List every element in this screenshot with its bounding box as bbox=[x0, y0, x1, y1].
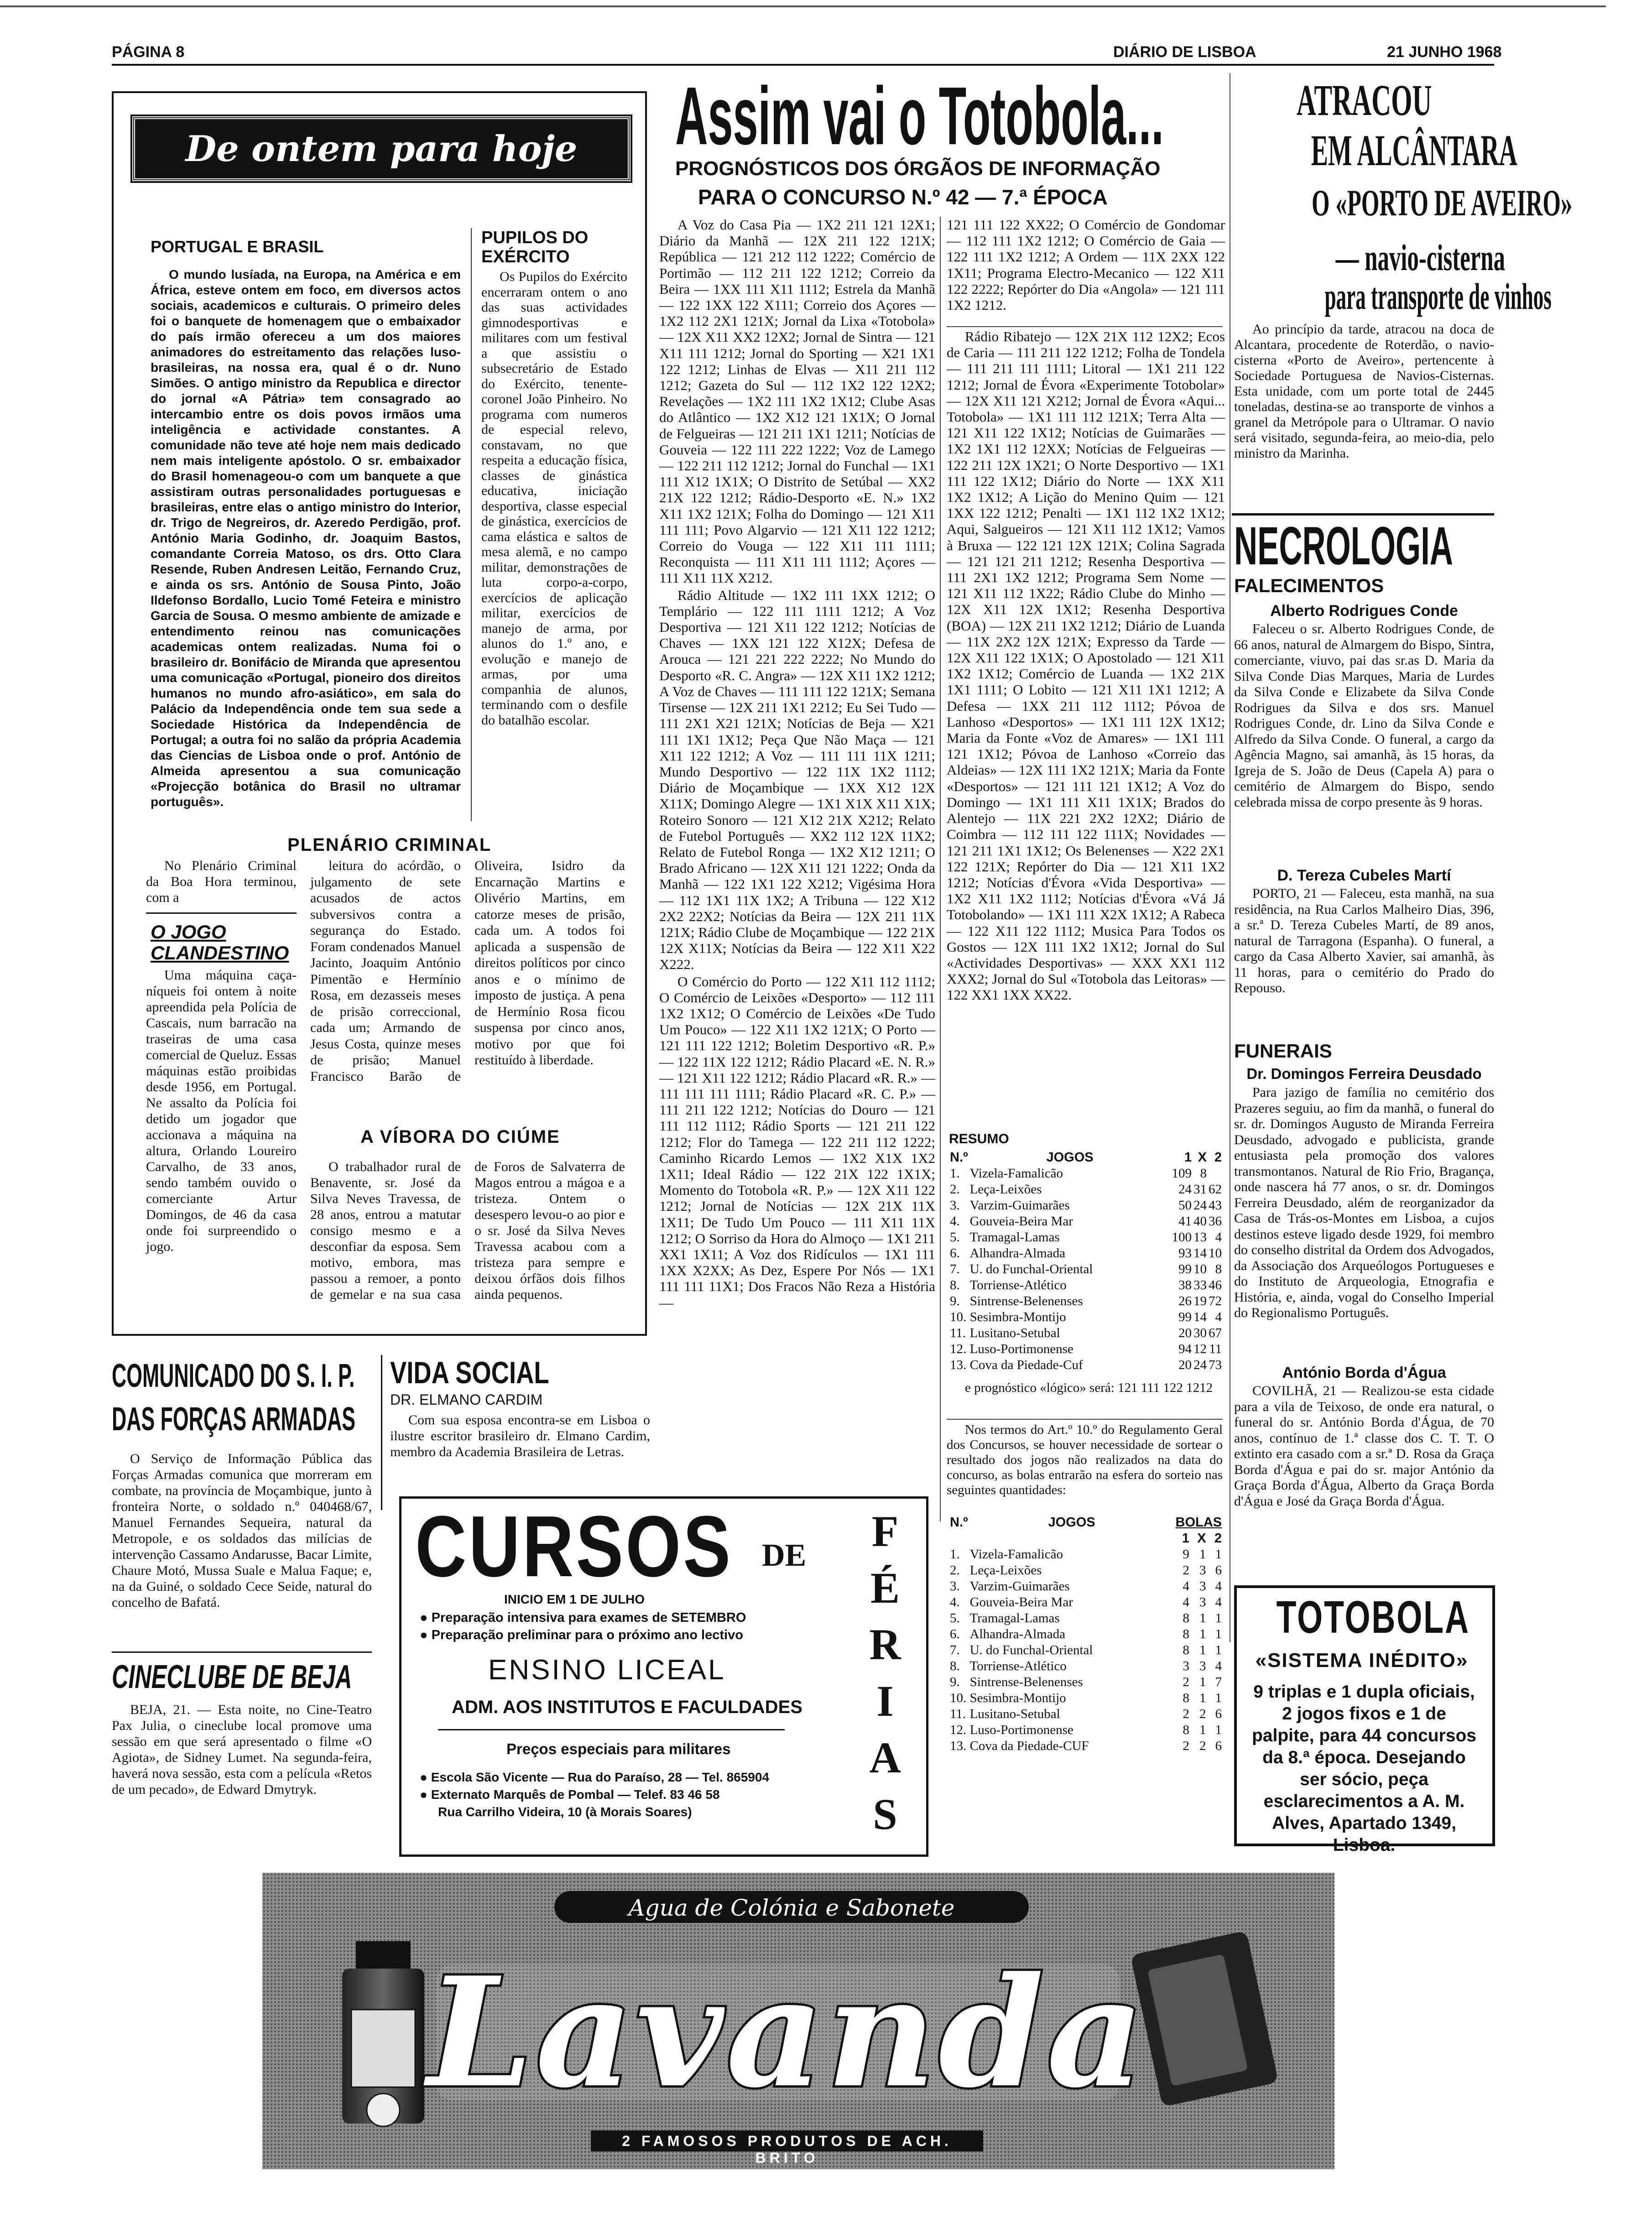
sistema-paragraph: 9 triplas e 1 dupla oficiais, 2 jogos fixos e 1 de palpite, para 44 concursos da 8.ª época. Desejando ser sócio, peça esclarecimentos a A. M. Alves, Apartado 1349, Lisboa. bbox=[1251, 1682, 1476, 1855]
resumo-row-cell: 8 bbox=[1215, 1262, 1222, 1276]
bolas-row-cell: 4 bbox=[1215, 1595, 1222, 1610]
atracou-l4 bbox=[1232, 237, 1505, 278]
lavanda-brand: Lavanda bbox=[427, 1944, 1147, 2121]
resumo-row bbox=[949, 1293, 1223, 1309]
totobola-title-text: Assim vai o Totobola... bbox=[675, 70, 1164, 162]
jogo-title: O JOGO CLANDESTINO bbox=[151, 921, 289, 964]
bolas-row-cell: 6. bbox=[950, 1627, 960, 1641]
bolas-row-cell: 8 bbox=[1183, 1627, 1189, 1641]
bolas-row-cell: 10. bbox=[950, 1691, 967, 1705]
bolas-row bbox=[949, 1658, 1223, 1674]
bolas-row-cell: 3 bbox=[1183, 1659, 1189, 1673]
bolas-head-no: N.º bbox=[950, 1515, 968, 1530]
bolas-row-cell: 1 bbox=[1215, 1547, 1222, 1562]
resumo-row bbox=[949, 1198, 1223, 1214]
cursos-escola2-text: Externato Marquês de Pombal — Telef. 83 46 58 bbox=[431, 1787, 720, 1802]
top-rule bbox=[0, 5, 1606, 7]
cine-text bbox=[112, 1702, 372, 1848]
sistema-text bbox=[1250, 1681, 1478, 1855]
resumo-row bbox=[949, 1182, 1223, 1198]
resumo-row-cell: Tramagal-Lamas bbox=[969, 1230, 1060, 1245]
totobola-col1-p2: Rádio Altitude — 1X2 111 1XX 1212; O Templário — 122 111 1111 1212; A Voz Desportiva — 121 X11 122 1212; Notícias de Chaves — 1XX 121 122 X12X; Defesa de Arouca — 121 221 222 2222; No Mundo do Desporto «R. C. Angra» — 12X X11 1X2 1212; A Voz de Chaves — 111 111 122 121X; Semana Tirsense — 12X 211 1X1 2212; Eu Sei Tudo — 111 2X1 X21 121X; Notícias de Beja — X21 111 1X1 1X12; Peça Que Não Maça — 121 X11 122 1212; A Voz — 111 111 11X 1211; Mundo Desportivo — 122 11X 1X2 1112; Diário de Moçambique — 1XX X12 12X X11X; Domingo Alegre — 1X1 X1X X11 X1X; Roteiro Sonoro — 121 X12 21X X212; Relato de Futebol Português — XX2 112 12X 11X2; Relato de Futebol Ronga — 1X2 X12 1211; O Brado Africano — 12X X11 121 1222; Onda da Manhã — 122 1X1 122 X212; Vigésima Hora — 112 1X1 11X 1X2; A Tribuna — 122 X12 2X2 22X2; Notícias da Beira — 12X 211 11X 121X; Rádio Clube de Moçambique — 122 21X 12X X11X; Notícias da Beira — 122 X11 X22 X222. bbox=[659, 587, 935, 973]
resumo-row-cell: 40 bbox=[1193, 1214, 1207, 1229]
resumo-row-cell: 14 bbox=[1193, 1310, 1207, 1324]
bolas-row-cell: 2 bbox=[1183, 1563, 1189, 1578]
resumo-row bbox=[949, 1214, 1223, 1229]
bolas-row bbox=[949, 1722, 1223, 1738]
resumo-row-cell: 99 bbox=[1178, 1310, 1192, 1324]
atracou-l5-text: para transporte de vinhos bbox=[1324, 276, 1552, 317]
resumo-row-cell: 20 bbox=[1178, 1326, 1192, 1340]
bolas-row bbox=[949, 1626, 1223, 1642]
atracou-l1 bbox=[1236, 78, 1492, 123]
bolas-row-cell: 1 bbox=[1215, 1691, 1222, 1705]
bolas-row-cell: 8. bbox=[950, 1659, 960, 1673]
resumo-header-row bbox=[949, 1150, 1223, 1166]
jogo-paragraph: Uma máquina caça-níqueis foi ontem à noite apreendida pela Polícia de Cascais, num barracão na traseiras de uma casa comercial de Queluz. Essas máquinas estão proibidas desde 1956, em Portugal. Ne assalto da Polícia foi detido um jogador que accionava a máquina na altura, Orlando Loureiro Carvalho, de 33 anos, sendo também ouvido o comerciante Artur Domingos, de 46 da casa onde foi surpreendido o jogo. bbox=[146, 968, 297, 1254]
sistema-title-text: TOTOBOLA bbox=[1276, 1592, 1470, 1643]
bolas-row-cell: 4 bbox=[1215, 1659, 1222, 1673]
bolas-row-cell: 13. bbox=[950, 1739, 967, 1753]
bolas-row-cell: 8 bbox=[1183, 1611, 1189, 1625]
bolas-row-cell: 2 bbox=[1183, 1707, 1189, 1721]
bolas-row bbox=[949, 1563, 1223, 1578]
bolas-row-cell: 1 bbox=[1199, 1643, 1206, 1657]
resumo-row-cell: 33 bbox=[1193, 1278, 1207, 1292]
page-number: PÁGINA 8 bbox=[112, 43, 185, 61]
cursos-ensino: ENSINO LICEAL bbox=[488, 1654, 726, 1686]
cine-paragraph: BEJA, 21. — Esta noite, no Cine-Teatro Pax Julia, o cineclube local promove uma sessão em que será apresentado o filme «O Agiota», de Sidney Lumet. Na segunda-feira, haverá nova sessão, esta com a película «Retos de um pecado», de Edward Dmytryk. bbox=[112, 1702, 372, 1797]
bolas-row-cell: 7 bbox=[1215, 1675, 1222, 1689]
resumo-row-cell: Cova da Piedade-Cuf bbox=[969, 1358, 1083, 1372]
pupilos-paragraph: Os Pupilos do Exército encerraram ontem o ano das suas actividades gimnodesportivas e militares com um festival a que assistiu o subsecretário de Estado do Exército, tenente-coronel João Pinheiro. No programa com numeros de especial relevo, constavam, no que respeita a educação física, classes de ginástica educativa, iniciação desportiva, classe especial de ginástica, exercícios de cama elástica e saltos de mesa alemã, e no campo militar, demonstrações de luta corpo-a-corpo, exercícios de aplicação militar, exercícios de manejo de arma, por alunos do 1.º ano, e evolução e manejo de armas, por uma companhia de alunos, terminando com o desfile do batalhão escolar. bbox=[481, 269, 627, 728]
bolas-row-cell: 3 bbox=[1199, 1659, 1206, 1673]
necro-p1-text bbox=[1234, 621, 1494, 865]
resumo-row-cell: Varzim-Guimarães bbox=[969, 1198, 1070, 1213]
resumo-row-cell: 26 bbox=[1178, 1294, 1192, 1308]
bolas-row-cell: 1 bbox=[1199, 1627, 1206, 1641]
atracou-l3 bbox=[1232, 182, 1573, 224]
totobola-col2-p2: Rádio Ribatejo — 12X 21X 112 12X2; Ecos de Caria — 111 211 122 1212; Folha de Tondela — 111 211 111 1111; Litoral — 1X1 211 122 1212; Jornal de Évora «Experimente Totobolar» — 12X X11 121 X212; Jornal de Évora «Aqui... Totobola» — 1X1 111 112 121X; Terra Alta — 121 X11 122 1X12; Notícias de Guimarães — 1X2 1X1 112 12XX; Notícias de Felgueiras — 122 211 12X 1X21; O Norte Desportivo — 1X1 111 122 1X12; Diário do Norte — 1XX X11 1X2 1X12; A Lição do Menino Quim — 121 1XX 122 1212; Penalti — 1X1 112 1X2 1X12; Aqui, Salgueiros — 121 X11 112 1X12; Vamos à Bruxa — 122 121 12X 121X; Colina Sagrada — 121 121 211 1212; Resenha Desportiva — 111 2X1 1X2 1212; Programa Sem Nome — 121 X11 112 1X22; Rádio Clube do Minho — 12X X11 12X 1X12; Resenha Desportiva (BOA) — 12X 211 1X2 1212; Diário de Luanda — 11X 2X2 12X 121X; Expresso da Tarde — 12X X11 122 1X1X; O Apostolado — 121 X11 1X2 1X12; Comércio de Luanda — 1X2 21X 1X1 1111; O Lobito — 121 X11 1X1 1212; A Defesa — 1XX 211 112 1112; Póvoa de Lanhoso «Desportos» — 1X1 111 12X 1X12; Maria da Fonte «Voz de Amares» — 1X1 111 121 1X12; Póvoa de Lanhoso «Correio das Aldeias» — 12X 111 1X2 121X; Maria da Fonte «Desportos» — 121 111 121 1X12; A Voz do Domingo — 1X1 111 X11 1X1X; Brados do Alentejo — 11X 221 2X2 12X2; Diário de Coimbra — 112 111 122 111X; Novidades — 121 211 1X1 1X12; Os Belenenses — X22 2X1 122 121X; Repórter do Dia — 121 X11 1X2 1212; Notícias d'Évora «Vida Desportiva» — 1X2 X11 1X2 1112; Notícias d'Évora «Vá Já Totobolando» — 1X1 111 X2X 1X12; A Rabeca — 122 X11 122 1112; Musica Para Todos os Gostos — 12X 111 1X2 1X12; Jornal do Sul «Actividades Desportivas» — XXX XX1 112 XXX2; Jornal do Sul «Totobola das Leitoras» — 122 XX1 1XX XX22. bbox=[947, 328, 1225, 1003]
resumo-row-cell: 4 bbox=[1215, 1310, 1222, 1324]
jogo-text bbox=[146, 967, 297, 1309]
bolas-row bbox=[949, 1706, 1223, 1722]
atracou-l1-text: ATRACOU bbox=[1296, 76, 1432, 125]
resumo-head-jogos: JOGOS bbox=[1046, 1150, 1094, 1165]
vida-title bbox=[390, 1355, 589, 1391]
necro-p4-name: António Borda d'Água bbox=[1282, 1364, 1446, 1381]
resumo-row-cell: 72 bbox=[1209, 1294, 1222, 1308]
resumo-head-1: 1 bbox=[1184, 1150, 1192, 1165]
ferias-letter-a: A bbox=[869, 1733, 901, 1782]
resumo-row-cell bbox=[1208, 1166, 1223, 1182]
atracou-l4-text: — navio-cisterna bbox=[1335, 237, 1505, 278]
bolas-row-cell: 11. bbox=[950, 1707, 966, 1721]
sip-title-1-text: COMUNICADO DO S. I. P. bbox=[112, 1358, 355, 1394]
cine-rule bbox=[112, 1651, 372, 1653]
lavanda-tagline: Agua de Colónia e Sabonete bbox=[628, 1895, 955, 1921]
resumo-row-cell: 99 bbox=[1178, 1262, 1192, 1276]
regulamento-paragraph: Nos termos do Art.º 10.º do Regulamento Geral dos Concursos, se houver necessidade de sortear o resultado dos jogos não realizados na data do concurso, as bolas entrarão na esfera do sorteio nas seguintes quantidades: bbox=[947, 1422, 1223, 1497]
issue-date: 21 JUNHO 1968 bbox=[1387, 43, 1502, 61]
resumo-row bbox=[949, 1261, 1223, 1277]
resumo-row-cell: 9. bbox=[950, 1294, 960, 1308]
cursos-prep2-text: Preparação preliminar para o próximo ano lectivo bbox=[431, 1628, 743, 1642]
header-rule bbox=[112, 64, 1494, 66]
cursos-rule bbox=[438, 1729, 785, 1730]
bolas-row bbox=[949, 1642, 1223, 1658]
resumo-row-cell: Sesimbra-Montijo bbox=[969, 1310, 1066, 1324]
resumo-row-cell: 100 bbox=[1172, 1230, 1192, 1245]
bolas-sub-x: X bbox=[1197, 1531, 1206, 1546]
necro-p3-paragraph: Para jazigo de família no cemitério dos Prazeres seguiu, ao fim da manhã, o funeral do sr. dr. Domingos Augusto de Miranda Ferreira Deusdado, advogado e publicista, grande entusiasta pela promoção dos valores transmontanos. Natural de Rio Frio, Bragança, onde nascera há 77 anos, o sr. dr. Domingos Ferreira Deusdado, além de reorganizador da Casa de Trás-os-Montes em Lisboa, a cujos destinos esteve ligado desde 1929, foi membro do conselho distrital da Ordem dos Advogados, da Associação dos Arqueólogos Portugueses e do Instituto de Arqueologia, Etnografia e História, e, ainda, vogal do Conselho Imperial do Regionalismo Português. bbox=[1234, 1085, 1494, 1320]
cursos-word-text: CURSOS bbox=[415, 1498, 733, 1595]
resumo-row bbox=[949, 1341, 1223, 1357]
bolas-row-cell: 1 bbox=[1215, 1723, 1222, 1737]
bolas-row-cell: 5. bbox=[950, 1611, 960, 1625]
resumo-row-cell: 20 bbox=[1178, 1358, 1192, 1372]
resumo-row-cell: 109 bbox=[1172, 1166, 1192, 1181]
resumo-row bbox=[949, 1245, 1223, 1261]
bolas-row-cell: Tramagal-Lamas bbox=[969, 1611, 1060, 1625]
atracou-l2 bbox=[1236, 126, 1517, 175]
plenario-lead bbox=[146, 858, 297, 908]
necrologia-title-text: NECROLOGIA bbox=[1234, 516, 1453, 576]
necro-p3-text bbox=[1234, 1085, 1494, 1363]
cursos-prep1-text: Preparação intensiva para exames de SETEMBRO bbox=[431, 1610, 746, 1625]
vibora-text bbox=[310, 1159, 625, 1314]
resumo-row-cell: Alhandra-Almada bbox=[969, 1246, 1065, 1261]
bolas-sub-2: 2 bbox=[1214, 1531, 1222, 1546]
sip-paragraph: O Serviço de Informação Pública das Forças Armadas comunica que morreram em combate, na província de Moçambique, junto à fronteira Norte, o soldado n.º 040468/67, Manuel Fernandes Sequeira, natural da Metropole, e os soldados das milícias de intervenção Cassamo Andarusse, Bacar Limite, Chaure Motó, Mussa Suale e Malua Faque; e, na da Guiné, o soldado Cece Seide, natural do concelho de Bafatá. bbox=[112, 1451, 372, 1610]
resumo-row-cell: Luso-Portimonense bbox=[969, 1342, 1074, 1356]
vida-subtitle: DR. ELMANO CARDIM bbox=[390, 1391, 543, 1408]
bolas-row-cell: 3. bbox=[950, 1579, 960, 1594]
resumo-row-cell: 38 bbox=[1178, 1278, 1192, 1292]
resumo-row-cell: Leça-Leixões bbox=[969, 1182, 1042, 1197]
resumo-row-cell: 31 bbox=[1193, 1182, 1207, 1197]
bolas-row-cell: 6 bbox=[1215, 1707, 1222, 1721]
resumo-row-cell: 12 bbox=[1193, 1342, 1207, 1356]
bolas-row-cell: Torriense-Atlético bbox=[969, 1659, 1067, 1673]
resumo-row-cell: 7. bbox=[950, 1262, 960, 1276]
bolas-row-cell: 1. bbox=[950, 1547, 960, 1562]
resumo-row-cell: 67 bbox=[1209, 1326, 1222, 1340]
bolas-row-cell: Cova da Piedade-CUF bbox=[969, 1739, 1089, 1753]
jogo-rule-top bbox=[146, 912, 297, 914]
bolas-row-cell: 1 bbox=[1199, 1675, 1206, 1689]
resumo-row-cell: 11 bbox=[1209, 1342, 1222, 1356]
resumo-row-cell: 10. bbox=[950, 1310, 967, 1324]
cursos-prep2: ● Preparação preliminar para o próximo ano lectivo bbox=[420, 1628, 743, 1642]
necrologia-title bbox=[1234, 518, 1599, 574]
resumo-row-cell: 10 bbox=[1209, 1246, 1222, 1261]
bolas-row-cell: 7. bbox=[950, 1643, 960, 1657]
cursos-escola1-text: Escola São Vicente — Rua do Paraíso, 28 — Tel. 865904 bbox=[431, 1770, 770, 1784]
resumo-row bbox=[949, 1357, 1223, 1373]
resumo-row bbox=[949, 1229, 1223, 1245]
resumo-row-cell: 1. bbox=[950, 1166, 960, 1181]
vibora-paragraph: O trabalhador rural de Benavente, sr. José da Silva Neves Travessa, de 28 anos, entrou a matutar consigo mesmo e a desconfiar da esposa. Sem motivo, embora, mas passou a remoer, a ponto de gemelar e na sua casa de Foros de Salvaterra de Magos entrou a mágoa e a tristeza. Ontem o desespero levou-o ao pior e o sr. José da Silva Neves Travessa acabou com a tristeza para sempre e deixou órfãos dois filhos ainda pequenos. bbox=[310, 1159, 625, 1302]
bolas-row-cell: 3 bbox=[1199, 1579, 1206, 1594]
bolas-row bbox=[949, 1547, 1223, 1563]
brasil-text bbox=[151, 267, 461, 833]
totobola-col2-p1: 121 111 122 XX22; O Comércio de Gondomar — 112 111 1X2 1212; O Comércio de Gaia — 122 111 1X2 1212; A Ordem — 11X 2XX 122 1X11; Programa Electro-Mecanico — 122 X11 122 2222; Repórter do Dia «Angola» — 121 111 1X2 1212. bbox=[947, 217, 1225, 313]
sistema-sub: «SISTEMA INÉDITO» bbox=[1255, 1649, 1469, 1672]
resumo-head-2: 2 bbox=[1214, 1150, 1222, 1165]
resumo-row-cell: 10 bbox=[1193, 1262, 1207, 1276]
bolas-row-cell: 8 bbox=[1183, 1643, 1189, 1657]
ferias-letter-s: S bbox=[873, 1790, 897, 1839]
bolas-row-cell: 9 bbox=[1183, 1547, 1189, 1562]
totobola-sub2: PARA O CONCURSO N.º 42 — 7.ª ÉPOCA bbox=[698, 185, 1108, 209]
bolas-sub-empty-2 bbox=[969, 1531, 1175, 1547]
resumo-row-cell: Sintrense-Belenenses bbox=[969, 1294, 1083, 1308]
necro-p2-paragraph: PORTO, 21 — Faleceu, esta manhã, na sua residência, na Rua Carlos Malheiro Dias, 396, a sr.ª D. Tereza Cubeles Martí, de 89 anos, natural de Tarragona (Espanha). O funeral, a cargo da Casa Alberto Xavier, sai amanhã, às 11 horas, para o cemitério do Prado do Repouso. bbox=[1234, 886, 1494, 995]
resumo-row-cell: 93 bbox=[1178, 1246, 1192, 1261]
cursos-precos: Preços especiais para militares bbox=[506, 1740, 731, 1757]
bolas-row-cell: 6 bbox=[1215, 1739, 1222, 1753]
resumo-head-no: N.º bbox=[950, 1150, 968, 1165]
bolas-row-cell: Varzim-Guimarães bbox=[969, 1579, 1070, 1594]
resumo-row-cell: 24 bbox=[1193, 1358, 1207, 1372]
bolas-row bbox=[949, 1738, 1223, 1754]
resumo-row-cell: 50 bbox=[1178, 1198, 1192, 1213]
resumo-row-cell: 4. bbox=[950, 1214, 960, 1229]
bolas-row-cell: 1 bbox=[1215, 1627, 1222, 1641]
bolas-row-cell: 12. bbox=[950, 1723, 967, 1737]
bolas-row-cell: 9. bbox=[950, 1675, 960, 1689]
bolas-row-cell: Leça-Leixões bbox=[969, 1563, 1042, 1578]
vida-title-text: VIDA SOCIAL bbox=[390, 1355, 549, 1390]
cursos-prep1: ● Preparação intensiva para exames de SETEMBRO bbox=[420, 1610, 746, 1625]
plenario-paragraph: leitura do acórdão, o julgamento de sete acusados de actos subversivos contra a segurança do Estado. Foram condenados Manuel Jacinto, Joaquim António Pimentão e Hermínio Rosa, em dezasseis meses de prisão correccional, cada um; Armando de Jesus Costa, quinze meses de prisão; Manuel Francisco Barão de Oliveira, Isidro da Encarnação Martins e Olivério Martins, em catorze meses de prisão, cada um. A todos foi aplicada a suspensão de direitos políticos por cinco anos e o mínimo de imposto de justiça. A pena de Hermínio Rosa ficou suspensa por cinco anos, motivo por que foi restituído à liberdade. bbox=[310, 858, 625, 1084]
bolas-row-cell: 4 bbox=[1215, 1579, 1222, 1594]
resumo-row-cell: 13. bbox=[950, 1358, 967, 1372]
bolas-row-cell: 1 bbox=[1199, 1547, 1206, 1562]
resumo-row-cell: 24 bbox=[1193, 1198, 1207, 1213]
vida-text bbox=[390, 1412, 650, 1503]
resumo-row-cell: 3. bbox=[950, 1198, 960, 1213]
resumo-row-cell: 46 bbox=[1209, 1278, 1222, 1292]
cursos-escola2: ● Externato Marquês de Pombal — Telef. 83 46 58 bbox=[420, 1787, 720, 1802]
bolas-row-cell: Sintrense-Belenenses bbox=[969, 1675, 1083, 1689]
bolas-row-cell: U. do Funchal-Oriental bbox=[969, 1643, 1093, 1657]
bolas-row-cell: 2. bbox=[950, 1563, 960, 1578]
bolas-row bbox=[949, 1690, 1223, 1706]
necro-p1-paragraph: Faleceu o sr. Alberto Rodrigues Conde, de 66 anos, natural de Almargem do Bispo, Sintra, comerciante, viuvo, pai das sr.as D. Maria da Silva Conde Dias Marques, Maria de Lurdes da Silva Conde e Elizabete da Silva Conde Rodrigues da Silva e dos srs. Manuel Rodrigues Conde, dr. Lino da Silva Conde e Alfredo da Silva Conde. O funeral, a cargo da Agência Magno, sai amanhã, às 15 horas, da Igreja de S. João de Deus (Capela A) para o cemitério de Almargem do Bispo, sendo celebrada missa de corpo presente às 9 horas. bbox=[1234, 621, 1494, 810]
resumo-row-cell: Gouveia-Beira Mar bbox=[969, 1214, 1073, 1229]
bolas-row-cell: 8 bbox=[1183, 1723, 1189, 1737]
bolas-row-cell: 2 bbox=[1183, 1739, 1189, 1753]
ferias-letters bbox=[858, 1503, 912, 1843]
totobola-col2-rule bbox=[947, 326, 1223, 327]
bolas-row-cell: 6 bbox=[1215, 1563, 1222, 1578]
resumo-row-cell: 19 bbox=[1193, 1294, 1207, 1308]
sip-text bbox=[112, 1451, 372, 1651]
resumo-row-cell: 41 bbox=[1178, 1214, 1192, 1229]
bolas-row-cell: Luso-Portimonense bbox=[969, 1723, 1074, 1737]
resumo-row-cell: 43 bbox=[1209, 1198, 1222, 1213]
atracou-l3-text: O «PORTO DE AVEIRO» bbox=[1312, 182, 1573, 224]
resumo-head-x: X bbox=[1198, 1150, 1207, 1165]
brasil-divider bbox=[471, 228, 472, 821]
necro-p4-text bbox=[1234, 1383, 1494, 1577]
bolas-row-cell: 4 bbox=[1183, 1595, 1189, 1610]
bolas-subheader-row bbox=[949, 1531, 1223, 1547]
necrologia-rule bbox=[1232, 513, 1494, 516]
resumo-row-cell: Vizela-Famalicão bbox=[969, 1166, 1063, 1181]
resumo-table-wrap bbox=[949, 1150, 1223, 1373]
bolas-head-bolas: BOLAS bbox=[1175, 1515, 1222, 1530]
plenario-lead-text: No Plenário Criminal da Boa Hora terminou, com a bbox=[146, 858, 297, 905]
plenario-text bbox=[310, 858, 625, 1109]
resumo-row-cell: 4 bbox=[1215, 1230, 1222, 1245]
resumo-row bbox=[949, 1166, 1223, 1182]
bolas-row-cell: 1 bbox=[1215, 1643, 1222, 1657]
bolas-row-cell: 4 bbox=[1183, 1579, 1189, 1594]
paper-name: DIÁRIO DE LISBOA bbox=[1113, 43, 1256, 61]
bolas-row-cell: 4. bbox=[950, 1595, 960, 1610]
atracou-paragraph: Ao princípio da tarde, atracou na doca de Alcantara, procedente de Roterdão, o navio-cisterna «Porto de Aveiro», pertencente à Sociedade Portuguesa de Navios-Cisternas. Esta unidade, com um porte total de 2445 toneladas, destina-se ao transporte de vinhos a granel da Metrópole para o Ultramar. O navio será visitado, segunda-feira, ao meio-dia, pelo ministro da Marinha. bbox=[1234, 322, 1494, 461]
resumo-row bbox=[949, 1325, 1223, 1341]
ferias-letter-i: I bbox=[876, 1677, 894, 1725]
atracou-l5 bbox=[1232, 276, 1552, 317]
resumo-row-cell: U. do Funchal-Oriental bbox=[969, 1262, 1093, 1276]
plenario-title: PLENÁRIO CRIMINAL bbox=[287, 835, 492, 855]
resumo-row-cell: 94 bbox=[1178, 1342, 1192, 1356]
necro-p2-name: D. Tereza Cubeles Martí bbox=[1277, 867, 1451, 884]
sistema-title bbox=[1239, 1592, 1485, 1642]
totobola-col1-p3: O Comércio do Porto — 122 X11 112 1112; O Comércio de Leixões «Desporto» — 112 111 1X2 1X12; O Comércio de Leixões «De Tudo Um Pouco» — 122 X11 1X2 121X; O Porto — 121 111 122 1212; Boletim Desportivo «R. P.» — 122 11X 122 1212; Rádio Placard «E. N. R.» — 121 X11 122 1212; Rádio Placard «R. R.» — 111 111 111 1111; Rádio Placard «R. C. P.» — 111 211 122 1212; Notícias do Douro — 121 111 112 1112; Rádio Sports — 121 211 122 1212; Flor do Tamega — 122 211 112 1222; Caminho Ricardo Lemos — 1X2 X1X 1X2 1X11; Ideal Rádio — 122 21X 122 1X1X; Momento do Totobola «R. P.» — 12X X11 122 1212; Jornal de Notícias — 12X 21X 11X 1X11; De Tudo Um Pouco — 111 X11 11X 1212; O Sorriso da Hora do Almoço — 1X1 211 XX1 1X11; A Voz dos Ridículos — 1X1 111 1XX X2XX; As Dez, Espere Por Nós — 1X1 111 111 11X1; Dos Fracos Não Reza a História — bbox=[659, 973, 935, 1311]
lavanda-ad[interactable] bbox=[262, 1873, 1334, 2169]
brasil-title: PORTUGAL E BRASIL bbox=[151, 237, 324, 256]
ferias-letter-r: R bbox=[869, 1620, 901, 1669]
ontem-banner-text: De ontem para hoje bbox=[185, 128, 578, 170]
totobola-col2 bbox=[947, 328, 1225, 1129]
bolas-row-cell: Sesimbra-Montijo bbox=[969, 1691, 1066, 1705]
sip-divider bbox=[381, 1355, 382, 1510]
totobola-col1-p1: A Voz do Casa Pia — 1X2 211 121 12X1; Diário da Manhã — 12X 211 122 121X; República — 121 212 112 1222; Comércio de Portimão — 112 211 122 1212; Correio da Beira — 1XX 111 X11 1112; Estrela da Manhã — 122 1XX 122 X111; Correio dos Açores — 1X2 112 2X1 121X; Jornal da Lixa «Totobola» — 12X X11 XX2 12X2; Jornal de Sintra — 121 X11 111 1212; Jornal do Sporting — X21 1X1 122 1212; Linhas de Elvas — X11 211 112 1212; Gazeta do Sul — 112 1X2 122 12X2; Revelações — 1X2 111 1X2 1X12; Clube Asas do Atlântico — 1X2 X12 121 1X1X; O Jornal de Felgueiras — 121 211 1X1 1211; Notícias de Gouveia — 122 111 222 1222; Voz de Lamego — 122 211 112 1212; Jornal do Funchal — 1X1 111 X12 1X1X; O Distrito de Setúbal — XX2 21X 122 1212; Rádio-Desporto «E. N.» 1X2 X11 1X2 121X; Folha do Domingo — 121 X11 111 111; Povo Algarvio — 121 X11 122 1212; Correio do Vouga — 122 X11 111 1111; Reconquista — 111 X11 111 1112; Açores — 111 X11 11X X212. bbox=[659, 217, 935, 586]
falecimentos-title: FALECIMENTOS bbox=[1234, 575, 1384, 596]
totobola-col2-top bbox=[947, 217, 1225, 326]
resumo-row-cell: 8 bbox=[1200, 1166, 1207, 1181]
resumo-row-cell: 5. bbox=[950, 1230, 960, 1245]
resumo-row-cell: 2. bbox=[950, 1182, 960, 1197]
resumo-rule bbox=[947, 1419, 1223, 1420]
bolas-row-cell: 1 bbox=[1215, 1611, 1222, 1625]
bolas-row bbox=[949, 1594, 1223, 1610]
resumo-row-cell: 6. bbox=[950, 1246, 960, 1261]
resumo-row-cell: 14 bbox=[1193, 1246, 1207, 1261]
necro-p3-name: Dr. Domingos Ferreira Deusdado bbox=[1246, 1065, 1482, 1082]
totobola-divider-1 bbox=[940, 217, 941, 1521]
totobola-col1 bbox=[659, 217, 935, 1519]
resumo-body bbox=[949, 1166, 1223, 1373]
sip-title-2-text: DAS FORÇAS ARMADAS bbox=[112, 1401, 356, 1438]
ferias-letter-f: F bbox=[871, 1507, 899, 1556]
pupilos-title: PUPILOS DO EXÉRCITO bbox=[481, 228, 589, 266]
cursos-escola3: Rua Carrilho Videira, 10 (à Morais Soares) bbox=[438, 1805, 692, 1819]
resumo-prognostico bbox=[947, 1380, 1223, 1417]
resumo-row bbox=[949, 1309, 1223, 1325]
bolas-sub-1: 1 bbox=[1182, 1531, 1189, 1546]
resumo-row-cell: 30 bbox=[1193, 1326, 1207, 1340]
resumo-row-cell: 11. bbox=[950, 1326, 966, 1340]
resumo-row-cell: 13 bbox=[1193, 1230, 1207, 1245]
resumo-prognostico-text: e prognóstico «lógico» será: 121 111 122 1212 bbox=[965, 1380, 1213, 1395]
resumo-title: RESUMO bbox=[949, 1131, 1009, 1146]
necro-p1-name: Alberto Rodrigues Conde bbox=[1270, 602, 1458, 620]
resumo-row-cell: Torriense-Atlético bbox=[969, 1278, 1067, 1292]
bolas-row-cell: 3 bbox=[1199, 1595, 1206, 1610]
cursos-escola1: ● Escola São Vicente — Rua do Paraíso, 28 — Tel. 865904 bbox=[420, 1770, 770, 1784]
bolas-row bbox=[949, 1674, 1223, 1690]
cursos-inicio: INICIO EM 1 DE JULHO bbox=[504, 1592, 645, 1606]
regulamento-text bbox=[947, 1422, 1223, 1514]
cursos-de: DE bbox=[762, 1538, 807, 1573]
bolas-sub-empty-1 bbox=[949, 1531, 969, 1547]
totobola-sub1: PROGNÓSTICOS DOS ÓRGÃOS DE INFORMAÇÃO bbox=[675, 157, 1161, 180]
ferias-letter-e: É bbox=[870, 1563, 900, 1612]
bolas-row-cell: 2 bbox=[1199, 1739, 1206, 1753]
bolas-row-cell: 2 bbox=[1199, 1707, 1206, 1721]
resumo-row-cell: 73 bbox=[1209, 1358, 1222, 1372]
bolas-table bbox=[949, 1515, 1223, 1754]
brasil-paragraph: O mundo lusíada, na Europa, na América e em África, esteve ontem em foco, em diversos actos sociais, academicos e culturais. O primeiro deles foi o banquete de homenagem que o embaixador do país irmão ofereceu a um dos maiores animadores do estreitamento das relações luso-brasileiras, na nossa era, qual é o dr. Nuno Simões. O antigo ministro da Republica e director do jornal «A Pátria» tem consagrado ao intercambio entre os dois povos irmãos uma inteligência e actividade constantes. A comunidade não teve até hoje nem mais dedicado nem mais inteligente apóstolo. O sr. embaixador do Brasil homenageou-o com um banquete a que assistiram outras personalidades portuguesas e brasileiras, entre elas o antigo ministro do Interior, dr. Trigo de Negreiros, dr. Azeredo Perdigão, prof. António Maria Godinho, dr. Joaquim Bastos, comandante Correia Matoso, os drs. Otto Clara Resende, Ruben Andresen Leitão, Fernando Cruz, e ainda os srs. António de Sousa Pinto, João Ildefonso Bordallo, Lucio Tomé Feteira e ministro Garcia de Sousa. O mesmo ambiente de amizade e entendimento reinou nas comunicações academicas ontem realizadas. Numa foi o brasileiro dr. Bonifácio de Miranda que apresentou uma comunicação «Portugal, pioneiro dos direitos humanos no mundo afro-asiático», em sala do Palácio da Independência onde tem sua sede a Sociedade Histórica da Independência de Portugal; a outra foi no salão da própria Academia das Ciencias de Lisboa onde o prof. António de Almeida apresentou a sua comunicação «Projecção botânica do Brasil no ultramar português». bbox=[151, 267, 461, 809]
bolas-row-cell: Gouveia-Beira Mar bbox=[969, 1595, 1073, 1610]
bolas-body bbox=[949, 1547, 1223, 1754]
resumo-table bbox=[949, 1150, 1223, 1373]
bolas-row-cell: 1 bbox=[1199, 1611, 1206, 1625]
pupilos-text bbox=[481, 269, 627, 823]
resumo-row-cell: 36 bbox=[1209, 1214, 1222, 1229]
resumo-row-cell: 62 bbox=[1209, 1182, 1222, 1197]
resumo-row-cell: 24 bbox=[1178, 1182, 1192, 1197]
bolas-header-row bbox=[949, 1515, 1223, 1531]
bolas-row bbox=[949, 1610, 1223, 1626]
resumo-row-cell: Lusitano-Setubal bbox=[969, 1326, 1060, 1340]
bolas-row-cell: Lusitano-Setubal bbox=[969, 1707, 1060, 1721]
bolas-row-cell: 1 bbox=[1199, 1723, 1206, 1737]
vida-paragraph: Com sua esposa encontra-se em Lisboa o ilustre escritor brasileiro dr. Elmano Cardim, membro da Academia Brasileira de Letras. bbox=[390, 1412, 650, 1459]
bolas-row-cell: Alhandra-Almada bbox=[969, 1627, 1065, 1641]
bolas-row bbox=[949, 1578, 1223, 1594]
funerais-title: FUNERAIS bbox=[1234, 1040, 1332, 1062]
vibora-title: A VÍBORA DO CIÚME bbox=[360, 1127, 560, 1147]
resumo-row-cell: 8. bbox=[950, 1278, 960, 1292]
bolas-row-cell: 8 bbox=[1183, 1691, 1189, 1705]
bolas-row-cell: Vizela-Famalicão bbox=[969, 1547, 1063, 1562]
bolas-row-cell: 3 bbox=[1199, 1563, 1206, 1578]
bolas-row-cell: 1 bbox=[1199, 1691, 1206, 1705]
resumo-row-cell: 12. bbox=[950, 1342, 967, 1356]
atracou-text bbox=[1234, 322, 1494, 509]
bolas-table-wrap bbox=[949, 1515, 1223, 1754]
cine-title-text: CINECLUBE DE BEJA bbox=[112, 1659, 352, 1695]
necro-p2-text bbox=[1234, 886, 1494, 1037]
bolas-head-jogos: JOGOS bbox=[1048, 1515, 1095, 1530]
bolas-row-cell: 2 bbox=[1183, 1675, 1189, 1689]
atracou-l2-text: EM ALCÂNTARA bbox=[1311, 126, 1517, 175]
lavanda-footer: 2 FAMOSOS PRODUTOS DE ACH. BRITO bbox=[622, 2133, 952, 2166]
ontem-banner bbox=[132, 116, 631, 181]
necro-p4-paragraph: COVILHÃ, 21 — Realizou-se esta cidade para a vila de Teixoso, de onde era natural, o funeral do sr. António Borda d'Água, de 70 anos, contínuo de 1.ª classe dos C. T. T. O extinto era casado com a sr.ª D. Rosa da Graça Borda d'Água e pai do sr. major António da Graça Borda d'Água, Alberto da Graça Borda d'Água e José da Graça Borda d'Água. bbox=[1234, 1383, 1494, 1509]
resumo-row bbox=[949, 1277, 1223, 1293]
cursos-adm: ADM. AOS INSTITUTOS E FACULDADES bbox=[452, 1697, 803, 1717]
